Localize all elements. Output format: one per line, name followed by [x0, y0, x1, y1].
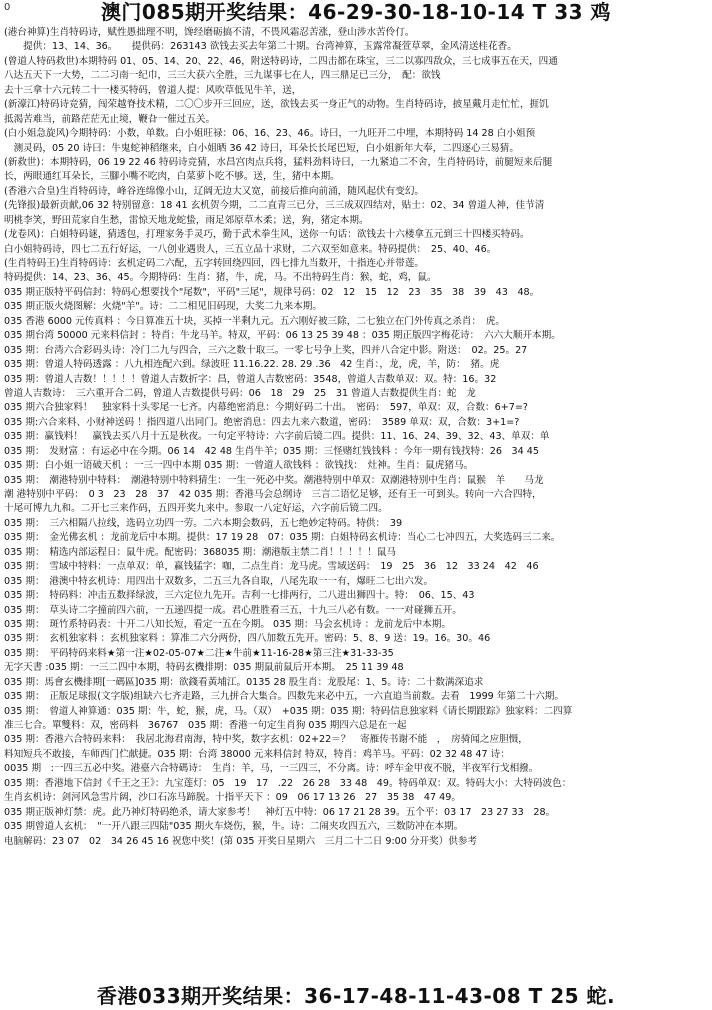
text-line: 035 期： 潮港特别中特料： 潮港特别中特料猜生：一生一死必中奖。潮港特别中单双：双潮港特别中生肖：鼠猴 羊 马龙 [4, 474, 544, 486]
text-line: 无字天書 :035 期：一三二四中本期，特码玄機排期：035 期鼠前鼠后开本期。 25 11 39 48 [4, 662, 404, 674]
text-line: 035 期： 港澳中特玄机诗：用四出十双数多，二五三九各自取，八尾先取一一有，爆旺二七出六发。 [4, 575, 434, 587]
text-line: 去十三拿十六元转二十一楼买特码，曾道人提：风吹草低见牛羊，送， [4, 84, 302, 96]
tips-body [4, 26, 708, 982]
text-line: 抵渴苦难当，前路茫茫无止境，鞭旮一催过五关。 [4, 113, 216, 125]
text-line: 曾道人吉数诗： 三六重开合二码，曾道人吉数提供号码：06 18 29 25 31 曾道人吉数提供生肖：蛇 龙 [4, 387, 476, 399]
text-line: 035 期： 斑竹系特码表：十开二八知长短，看定一五在今期。 035 期：马会玄机诗 ：龙前龙后中本期。 [4, 618, 451, 630]
text-line: 035 期正版神灯禁：虎。此乃神灯特码绝杀，请大家参考！ 神灯五中特：06 17 21 28 39。五个平：03 17 23 27 33 28。 [4, 806, 556, 818]
text-line: 白小姐特码诗，四七二五行好运，一八创业遇贵人，三五立品十求财，二六双至如意来。特码提供： 25、40、46。 [4, 243, 497, 255]
text-line: 生肖玄机诗：剑河风急雪片阔，沙口石冻马蹄脱。十指平天下 ：09 06 17 13 26 27 35 38 47 49。 [4, 792, 461, 804]
text-line: 035 期： 草头诗二字撞前四六前，一五递四提一成。君心胜胜看三五，十九三八必有数。一一对碰狮五开。 [4, 604, 462, 616]
text-line: 准三七合。單雙料：双，密码料 36767 035 期：香港一句定生肖狗 035 期四六总是在一起 [4, 720, 407, 731]
text-line: 潮 港特别中平码： 0 3 23 28 37 42 035 期：香港马会总纲诗 三言二语忆足够，还有王一可到头。转向一六合四特， [4, 489, 542, 500]
text-line: 料知短兵不敢接，车师西门伫献捷。035 期：台湾 38000 元来料信封 特双，特肖：鸡羊马。平码：02 32 48 47 诗： [4, 748, 510, 760]
text-line: 035 期： 精选内部运程日：鼠牛虎。配密码：368035 期：潮港版主禁二肖！！！！！鼠马 [4, 546, 397, 558]
text-line: 035 期：白小姐一语破天机 ：一三一四中本期 035 期：一曾道人欲钱料 ：欲钱找： 灶神。生肖：鼠虎猪马。 [4, 460, 474, 472]
text-line: 035 期正版特平码信封：特码心想要找个"尾数"，平码"三尾"，规律号码：02 12 15 12 23 35 38 39 43 48。 [4, 286, 540, 298]
text-line: (生肖特码王)生肖特码诗：玄机定码二六配，五字转回绕四回，四七排九当数开，十指连心并带莲。 [4, 258, 425, 269]
text-line: (龙卷风)：白姐特码谜，猜透包，打理家务手灵巧，勤于武术拳生风，送你一句话：欲钱去十六楼拿五元到三十四楼买特码。 [4, 229, 530, 241]
corner-mark: 0 [4, 2, 11, 13]
text-line: 035 期： 金光佛玄机 ：龙前龙后中本期。提供：17 19 28 07：035 期：白姐特码玄机诗：当心二七冲四五，大奖选码三二来。 [4, 532, 561, 544]
text-line: 八达五天下一大势，二二习南一纪巾，三三大获六全胜，三九谋事七在人，四三鼎足已三分， 配：欲钱 [4, 70, 441, 82]
text-line: 测灵码，05 20 诗曰：牛鬼蛇神稻继来，白小姐晒 36 42 诗曰，耳朵长长尾巴短，白小姐新年大奉，二四逐心三易猜。 [4, 142, 519, 154]
text-line: (香港六合皇)生肖特码诗，峰谷连绵像小山，辽阔无边大又宽，前接后推向前涌，随风起伏有变幻。 [4, 185, 425, 197]
text-line: 035 期曾道人玄机： "一开八跟三四陆"035 期火车烧伤，猴，牛。诗：二闹夹攻四五六，三数防冲在本期。 [4, 821, 464, 833]
text-line: (新救世)：本期特码，06 19 22 46 特码诗竞猜，水昌宫肉点兵将，猛料劲料诗曰，一九紧追二不舍，生肖特码诗，前腿短来后腿 [4, 156, 553, 168]
text-line: 0035 期 :一四三五必中奖。港臺六合特碼诗： 生肖：羊，马，一三四三，不分离。诗：呼车金甲夜不脱，半夜军行戈相撥。 [4, 763, 539, 775]
text-line: (港台神算)生肖特码诗，赋性愚拙理不明，馋经磨砺搞不清，不畏风霜忍苦涨，登山涉水苦伶仃。 [4, 27, 415, 38]
text-line: (曾道人特码救世)本期特码 01、05、14、20、22、46，附送特码诗，二四击都在珠宝，三二以寡四敌众，三七成事五在天，四通 [4, 55, 558, 67]
text-line: (新濠江)特码诗竞猜，闯荣越脊技术精，二〇〇步开三回应，送，欲钱去买一身正气的动物。生肖特码诗，披星戴月走忙忙，捱饥 [4, 99, 549, 111]
text-line: 035 期： 雪域中特料：一点单双：单，赢钱猛字：咖，二点生肖：龙马虎。雪域送码： 19 25 36 12 33 24 42 46 [4, 561, 539, 573]
text-line: 035 期：台湾六合彩码头诗：冷门二九与四合，三六之数十取三。一零七号争上奖，四并八合定中影。附送： 02。25。27 [4, 344, 528, 356]
text-line: 035 期：曾道人特码透露 ：八九相连配六到。绿波旺 11.16.22. 28. 29 .36 42 生肖：，龙，虎，羊，防： 猪。虎 [4, 359, 500, 371]
macau-result-title: 澳门085期开奖结果：46-29-30-18-10-14 T 33 鸡 [100, 0, 612, 24]
text-line: 035 香港 6000 元传真料 ：今日算准五十块，买掉一半剩九元。五六刚好被三除，二七独立在门外传真之杀肖： 虎。 [4, 315, 506, 327]
text-line: 十尾可博九九和。二开七三来作码，五四开奖九来中。参取一八定好运，六字前后镜二四。 [4, 503, 388, 515]
text-line: (白小姐急旋风)今期特码：小数，单数。白小姐旺禄：06、16、23、46。诗曰，一九旺开二中埋，本期特码 14 28 白小姐预 [4, 128, 536, 140]
text-line: 035 期：馬會玄機排期[一碼區]035 期：欲錢看黃埔江。0135 28 股生肖：龙股尾：1、5。诗：二十数满深追求 [4, 676, 484, 688]
text-line: 035 期： 玄机独家料 ：玄机独家料 ：算准二六分两份，四八加数五先开。密码：5、8、9 送：19。16。30。46 [4, 633, 491, 645]
text-line: 035 期：曾道人吉数！！！！！曾道人吉数折字：昌，曾道人吉数密码：3548，曾道人吉数单双：双。特：16。32 [4, 373, 497, 385]
text-line: 035 期： 曾道人神算通：035 期：牛，蛇，猴，虎，马。（双） +035 期：035 期：特码信息独家料《请长期跟踪》独家料：二四算 [4, 705, 573, 717]
text-line: 特码提供：14、23、36、45。今期特码：生肖：猪，牛，虎，马。不出特码生肖：猴，蛇，鸡，鼠。 [4, 272, 437, 284]
text-line: 电脑解码：23 07 02 34 26 45 16 祝您中奖！(第 035 开奖日星期六 三月二十二日 9:00 分开奖）供参考 [4, 835, 478, 847]
text-line: 035 期：香港六合特码来料： 我居北海君南海，特中奖，数字玄机：02+22＝？ 寄雁传书谢不能 ， 房骑闻之应胆慑， [4, 734, 528, 746]
text-line: 035 期:六合来料、小财神送码 ！指四道八出同门。绝密消息：四去九来六数道，密码： 3589 单双：双，合数：3+1=? [4, 416, 520, 428]
text-line: 明桃李笑，野田荒家自生愁，雷惊天地龙蛇蛰，雨足郊原草木柔；送，狗，猪定本期。 [4, 214, 369, 226]
text-line: 035 期：赢钱料！ 赢钱去买八月十五是秋夜。一句定平特诗：六字前后镜二四。提供：11、16、24、39、32、43、单双：单 [4, 431, 550, 443]
text-line: 035 期正版火烧图解：火烧"羊"。诗：二二相见旧码现，大奖二九来本期。 [4, 301, 322, 313]
hongkong-result-footer: 香港033期开奖结果：36-17-48-11-43-08 T 25 蛇. [96, 984, 616, 1008]
text-line: 035 期：香港地下信封《千王之王》：九宝莲灯：05 19 17 .22 26 28 33 48 49。特码单双：双。特码大小：大特码波色： [4, 777, 572, 789]
text-line: 035 期台湾 50000 元来料信封 ：特肖：牛龙马羊。特双，平码：06 13 25 39 48 ：035 期正版四字梅花诗： 六六大顺开本期。 [4, 330, 561, 342]
text-line: 035 期： 发财富 ：有运必中在今期。06 14 42 48 生肖牛羊；035 期：三怪赌红钱钱料 ：今年一期有钱找特：26 34 45 [4, 445, 540, 457]
text-line: (先锋报)最新贡献,06 32 特别留意：18 41 玄机贺今期，二二直青三已分，三三成双四结对，贴士：02、34 曾道人神，佳节清 [4, 200, 545, 212]
text-line: 035 期： 三六相隔八拉线，选码立功四一劳。二六本期会数码，五七绝妙定特码。特供： 39 [4, 517, 403, 529]
text-line: 035 期： 正版足球报(文字版)组缺六七齐走路，三九拼合大集合。四数先来必中五，一六直追当前数。去看 1999 年第二十六期。 [4, 691, 564, 703]
text-line: 035 期： 平码特码来料★第一注★02-05-07★二注★牛前★11-16-28★第三注★31-33-35 [4, 647, 394, 659]
text-line: 035 期六合独家料！ 独家料十头零尾一七齐。内幕绝密消息：今期好码二十出。 密码： 597，单双：双，合数：6+7=? [4, 402, 528, 414]
text-line: 提供：13、14、36。 提供码：263143 欲钱去买去年第二十期。台湾神算，玉露常凝萱草翠，金风清送桂花香。 [4, 41, 517, 53]
text-line: 长，两眼通红耳朵长，三腳小嘴不吃肉，白菜萝卜吃不够。送，生，猪中本期。 [4, 171, 340, 183]
text-line: 035 期： 特码料：冲击五数择绿波，三六定位九先开。吉利一七排两行，二八进出狮四十。特： 06、15、43 [4, 590, 475, 602]
